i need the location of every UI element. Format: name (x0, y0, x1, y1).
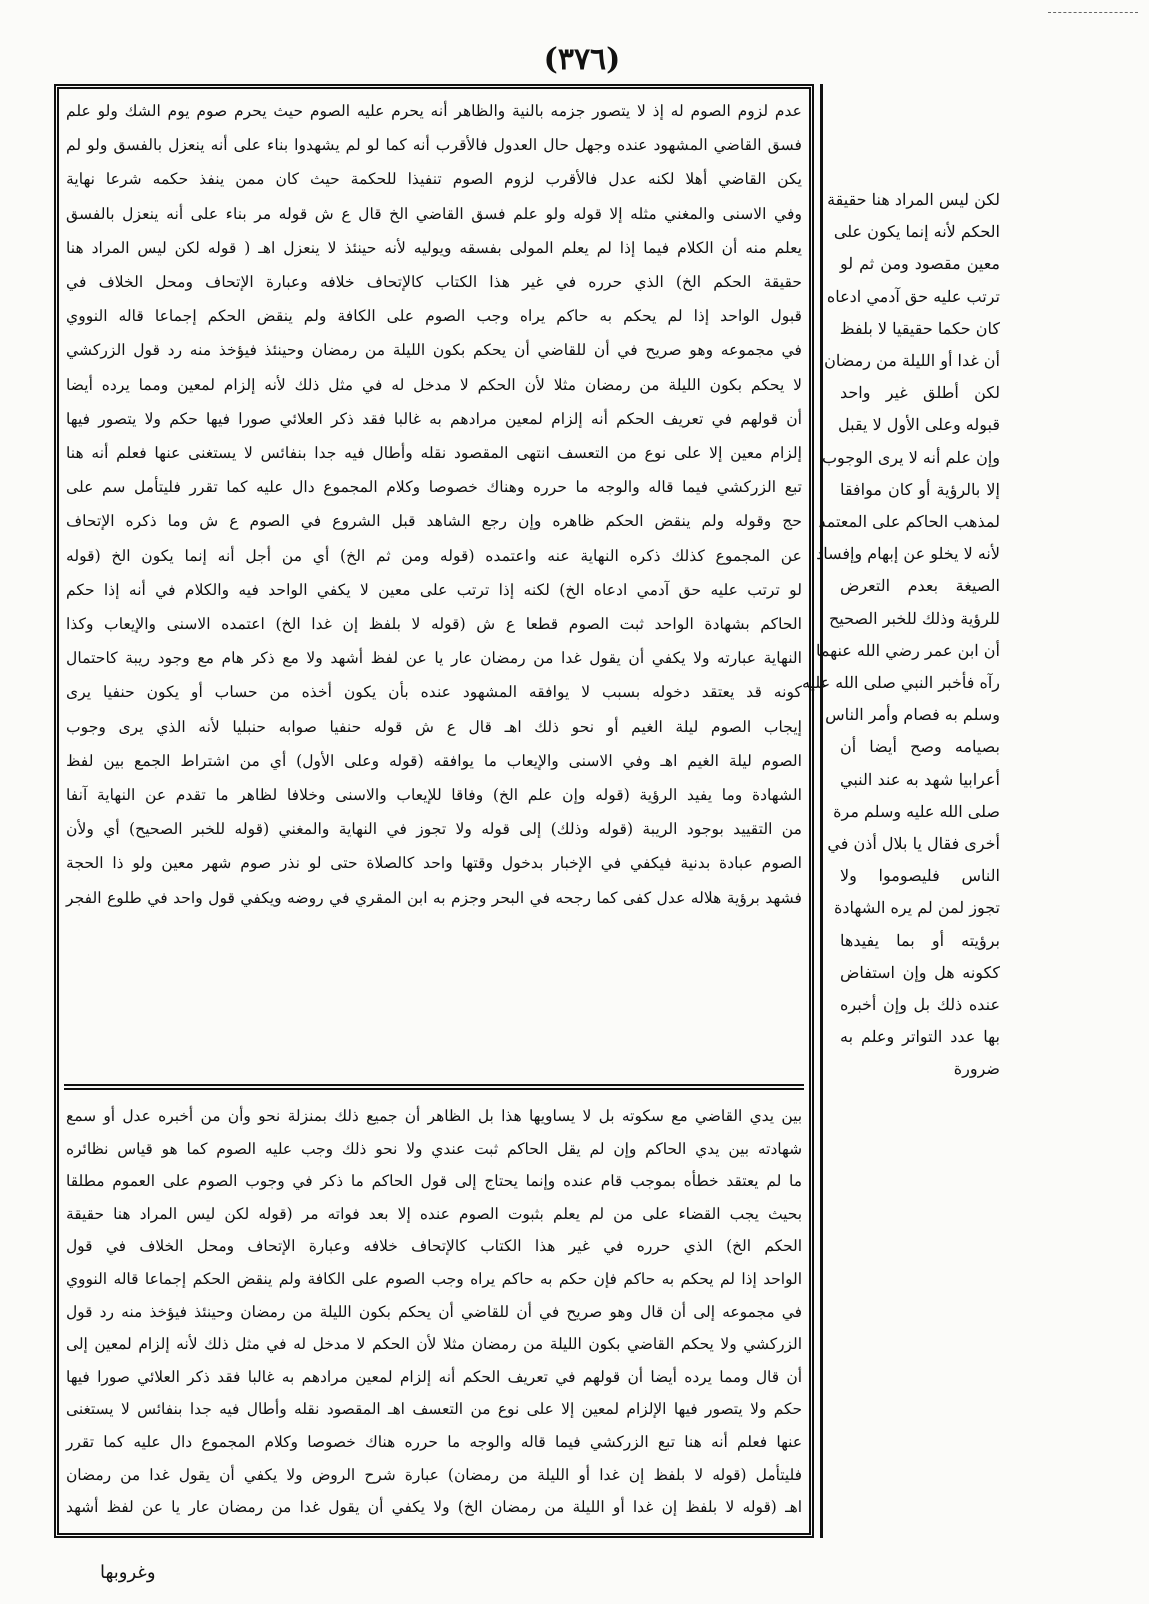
upper-text-line: الصوم عبادة بدنية فيكفي في الإخبار بدخول وقتها واحد كالصلاة حتى لو نذر صوم شهر معين ولو ذا الحجة (66, 854, 802, 873)
upper-text-line: وفي الاسنى والمغني مثله إلا قوله ولو علم فسق القاضي الخ قال ع ش قوله مر بناء على أنه ينعزل بالفسق (66, 204, 802, 223)
margin-text-line: وإن علم أنه لا يرى الوجوب (821, 447, 1000, 467)
margin-text-line: لكن ليس المراد هنا حقيقة (827, 190, 1000, 209)
upper-text-line: النهاية عبارته ولا يكفي أن يقول غدا من رمضان عار يا عن لفظ أشهد ولا مع ذكر هام مع وجود ريبة كاحتمال (66, 649, 802, 668)
margin-text-line: صلى الله عليه وسلم مرة (833, 801, 1000, 821)
margin-text-line: إلا بالرؤية أو كان موافقا (840, 479, 1000, 499)
page-number: (٣٧٦) (543, 42, 621, 77)
upper-commentary-block (66, 94, 802, 1084)
margin-text-line: قبوله وعلى الأول لا يقبل (838, 415, 1000, 435)
margin-text-line: لأنه لا يخلو عن إبهام وإفساد (816, 544, 1000, 564)
lower-text-line: اهـ (قوله لا بلفظ إن غدا أو الليلة من رمضان الخ) ولا يكفي أن يقول غدا من رمضان عار يا عن لفظ أشهد (66, 1498, 802, 1517)
upper-text-line: تبع الزركشي فيما قاله والوجه ما حرره وهناك خصوصا وكلام المجموع دال عليه كما تقرر فليتأمل سم على (66, 478, 802, 497)
margin-text-line: برؤيته أو بما يفيدها (840, 930, 1000, 950)
upper-text-line: لا يحكم بكون الليلة من رمضان مثلا لأن الحكم لا مدخل له في مثل ذلك لأنه إلزام لمعين ومما يرده أيضا (66, 375, 802, 394)
margin-text-line: للرؤية وذلك للخبر الصحيح (828, 608, 1000, 628)
upper-text-line: يعلم منه أن الكلام فيما إذا لم يعلم المولى بفسقه ويوليه لأنه حينئذ لا ينعزل اهـ ( قوله لكن ليس المراد هنا (66, 238, 802, 257)
upper-text-line: عن المجموع كذلك ذكره النهاية عنه واعتمده (قوله ومن ثم الخ) أي من أجل أنه إنما يكون الخ (قوله (66, 546, 802, 565)
upper-text-line: الحاكم بشهادة الواحد ثبت الصوم قطعا ع ش (قوله لا بلفظ إن غدا الخ) اعتمده الاسنى والإيعاب وكذا (66, 615, 802, 634)
upper-text-line: عدم لزوم الصوم له إذ لا يتصور جزمه بالنية والظاهر أنه يحرم عليه الصوم حيث يحرم صوم يوم الشك ولو علم (66, 102, 802, 120)
upper-text-line: في مجموعه وهو صريح في أن للقاضي أن يحكم بكون الليلة من رمضان وحينئذ فيؤخذ منه رد قول الزركشي (66, 341, 802, 360)
upper-text-line: لو ترتب عليه حق آدمي ادعاه الخ) لكنه إذا ترتب على معين لا يكفي الواحد فيه والكلام في أنه إذا حكم (66, 580, 802, 599)
upper-text-line: إلزام معين إلا على نوع من التعسف انتهى المقصود نقله وأطال فيه جدا بنفائس لا يستغنى عنها فعلم أنه هنا (66, 444, 802, 463)
margin-text-line: رآه فأخبر النبي صلى الله عليه (801, 673, 1000, 693)
margin-text-line: الناس فليصوموا ولا (840, 866, 1000, 886)
margin-text-line: الصيغة بعدم التعرض (840, 576, 1000, 596)
lower-text-line: حكم ولا يتصور فيها الإلزام لمعين إلا على نوع من التعسف اهـ المقصود نقله وأطال فيه جدا بنفائس لا يستغنى (66, 1400, 802, 1419)
lower-text-line: شهادته بين يدي الحاكم وإن لم يقل الحاكم ثبت عندي ولا نحو ذلك وجب عليه الصوم كما هو قياس نظائره (66, 1139, 802, 1158)
margin-text-line: معين مقصود ومن ثم لو (840, 254, 1000, 274)
lower-text-line: في مجموعه إلى أن قال وهو صريح في أن للقاضي أن يحكم بكون الليلة من رمضان وحينئذ فيؤخذ منه رد قول (66, 1302, 802, 1321)
margin-text-line: وسلم به فصام وأمر الناس (825, 705, 1000, 725)
upper-text-line: حج وقوله ولم ينقض الحكم ظاهره وإن رجع الشاهد قبل الشروع في الصوم ع ش وما ذكره الإتحاف (66, 512, 802, 531)
margin-text-line: لكن أطلق غير واحد (840, 383, 1000, 403)
margin-text-line: أخرى فقال يا بلال أذن في (827, 834, 1000, 854)
frame-right-rule (820, 84, 826, 1538)
margin-text-line: ككونه هل وإن استفاض (840, 962, 1000, 982)
upper-text-line: أن قولهم في تعريف الحكم أنه إلزام لمعين مرادهم به غالبا فقد ذكر العلائي صورا فيها حكم ولا يتصور فيها (66, 409, 802, 428)
margin-text-line: لمذهب الحاكم على المعتمد (818, 512, 1000, 532)
section-divider (64, 1084, 804, 1090)
margin-text-line: ضرورة (953, 1059, 1000, 1079)
margin-text-line: الحكم لأنه إنما يكون على (833, 222, 1000, 242)
upper-text-line: يكن القاضي أهلا لكنه عدل فالأقرب لزوم الصوم تنفيذا للحكمة حيث كان ممن ينفذ حكمه شرعا نهاية (66, 170, 802, 189)
margin-text-line: ترتب عليه حق آدمي ادعاه (826, 286, 1000, 306)
lower-commentary-block (66, 1100, 802, 1528)
upper-text-line: فشهد برؤية هلاله عدل كفى كما رجحه في البحر وجزم به ابن المقري في روضه ويكفي قول واحد في طلوع الفجر (66, 888, 802, 907)
upper-text-line: كونه قد يعتقد دخوله بسبب لا يوافقه المشهود عنده بأن يكون أخذه من حساب أو يكون حنفيا يرى (66, 683, 802, 702)
margin-text-line: بصيامه وصح أيضا أن (840, 737, 1000, 757)
lower-text-line: بين يدي القاضي مع سكوته بل لا يساويها هذا بل الظاهر أن جميع ذلك بمنزلة نحو وأن من أخبره عدل أو سمع (66, 1107, 802, 1125)
upper-text-line: من التقييد بوجود الريبة (قوله وذلك) إلى قوله ولا تجوز في النهاية والمغني (قوله للخبر الصحيح) أي ولأن (66, 820, 802, 839)
lower-text-line: بحيث يجب القضاء على من لم يعلم بثبوت الصوم عنده إلا بعد فواته مر (قوله لكن ليس المراد هنا حقيقة (66, 1204, 802, 1223)
lower-text-line: عنها فعلم أنه هنا تبع الزركشي فيما قاله والوجه ما حرره هناك خصوصا وكلام المجموع دال عليه كما تقرر (66, 1432, 802, 1451)
margin-text-line: أن غدا أو الليلة من رمضان (824, 351, 1000, 371)
margin-text-line: عنده ذلك بل وإن أخبره (840, 995, 1000, 1015)
footer-catchword: وغروبها (100, 1562, 156, 1583)
upper-text-line: حقيقة الحكم الخ) الذي حرره في غير هذا الكتاب كالإتحاف خلافه وعبارة الإتحاف ومحل الخلاف في (66, 273, 802, 292)
margin-text-line: كان حكما حقيقيا لا بلفظ (839, 318, 1000, 338)
upper-text-line: قبول الواحد إذا لم يحكم به حاكم يراه وجب الصوم على الكافة ولم ينقض الحكم إجماعا قاله النووي (66, 307, 802, 326)
lower-text-line: أن قال ومما يرده أيضا أن قولهم في تعريف الحكم أنه إلزام لمعين مرادهم به غالبا فقد ذكر العلائي صورا فيها (66, 1367, 802, 1386)
upper-text-line: الشهادة وما يفيد الرؤية (قوله وإن علم الخ) وفاقا للإيعاب والاسنى وخلافا لظاهر ما تقدم عن النهاية آنفا (66, 786, 802, 805)
margin-text-line: أن ابن عمر رضي الله عنهما (815, 640, 1000, 660)
top-edge-mark (1048, 12, 1138, 19)
lower-text-line: الواحد إذا لم يحكم به حاكم فإن حكم به حاكم يراه وجب الصوم على الكافة ولم ينقض الحكم إجماعا قاله النووي (66, 1269, 802, 1288)
upper-text-line: إيجاب الصوم ليلة الغيم أو نحو ذلك اهـ قال ع ش قوله حنفيا صوابه حنبليا لأنه الذي يرى وجوب (66, 717, 802, 736)
upper-text-line: الصوم ليلة الغيم اهـ وفي الاسنى والإيعاب ما يوافقه (قوله وعلى الأول) أي من اشتراط الجمع بين لفظ (66, 751, 802, 770)
upper-text-line: فسق القاضي المشهود عنده وجهل حال العدول فالأقرب أنه كما لو لم يشهدوا بناء على أنه ينعزل بالفسق ولو لم (66, 136, 802, 155)
lower-text-line: الحكم الخ) الذي حرره في غير هذا الكتاب كالإتحاف خلافه وعبارة الإتحاف ومحل الخلاف في قول (66, 1237, 802, 1256)
lower-text-line: فليتأمل (قوله لا بلفظ إن غدا أو الليلة من رمضان) عبارة شرح الروض ولا يكفي أن يقول غدا من رمضان (66, 1465, 802, 1484)
margin-text-line: تجوز لمن لم يره الشهادة (834, 898, 1000, 918)
margin-text-line: أعرابيا شهد به عند النبي (840, 769, 1000, 789)
margin-text-line: بها عدد التواتر وعلم به (840, 1027, 1000, 1047)
lower-text-line: ما لم يعتقد خطأه بموجب قام عنده وإنما يحتاج إلى قول الحاكم ما ذكر في وجوب الصوم على العموم مطلقا (66, 1172, 802, 1191)
lower-text-line: الزركشي ولا يحكم القاضي بكون الليلة من رمضان مثلا لأن الحكم لا مدخل له في مثل ذلك لأنه إلزام لمعين إلى (66, 1335, 802, 1354)
margin-main-text (801, 184, 1000, 1354)
